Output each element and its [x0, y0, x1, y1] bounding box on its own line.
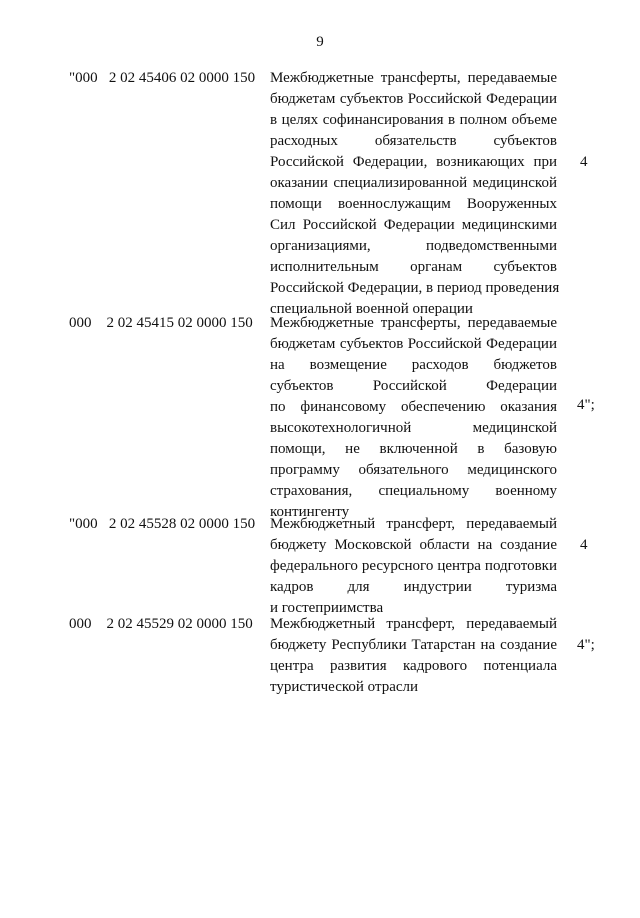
description-line: федерального ресурсного центра подготовки — [270, 558, 557, 574]
description-line: расходных обязательств субъектов — [270, 133, 557, 149]
description-line: на возмещение расходов бюджетов — [270, 357, 557, 373]
description-line: кадров для индустрии туризма — [270, 579, 557, 595]
description-line: центра развития кадрового потенциала — [270, 658, 557, 674]
description-line: бюджетам субъектов Российской Федерации — [270, 91, 557, 107]
description-line: по финансовому обеспечению оказания — [270, 399, 557, 415]
description-line: Межбюджетный трансферт, передаваемый — [270, 516, 557, 532]
description-line: контингенту — [270, 504, 350, 520]
page-number: 9 — [316, 34, 324, 50]
description-line: и гостеприимства — [270, 600, 384, 616]
description-line: помощи, не включенной в базовую — [270, 441, 557, 457]
description-line: бюджету Республики Татарстан на создание — [270, 637, 557, 653]
description-line: высокотехнологичной медицинской — [270, 420, 557, 436]
description-line: бюджетам субъектов Российской Федерации — [270, 336, 557, 352]
amount: 4"; — [577, 397, 595, 413]
description-line: Сил Российской Федерации медицинскими — [270, 217, 557, 233]
row-description — [270, 614, 557, 698]
description-line: организациями, подведомственными — [270, 238, 557, 254]
description-line: субъектов Российской Федерации — [270, 378, 557, 394]
description-line: Российской Федерации, возникающих при — [270, 154, 557, 170]
description-line: специальной военной операции — [270, 301, 473, 317]
description-line: Российской Федерации, в период проведения — [270, 280, 560, 296]
amount: 4 — [580, 154, 588, 170]
description-line: помощи военнослужащим Вооруженных — [270, 196, 557, 212]
description-line: страхования, специальному военному — [270, 483, 557, 499]
row-description — [270, 313, 557, 523]
description-line: туристической отрасли — [270, 679, 419, 695]
row-description — [270, 68, 560, 320]
description-line: в целях софинансирования в полном объеме — [270, 112, 557, 128]
description-line: бюджету Московской области на создание — [270, 537, 557, 553]
amount: 4"; — [577, 637, 595, 653]
description-line: Межбюджетные трансферты, передаваемые — [270, 70, 557, 86]
budget-code: "000 2 02 45528 02 0000 150 — [69, 516, 256, 532]
description-line: оказании специализированной медицинской — [270, 175, 557, 191]
description-line: программу обязательного медицинского — [270, 462, 557, 478]
budget-code: 000 2 02 45529 02 0000 150 — [69, 616, 253, 632]
description-line: исполнительным органам субъектов — [270, 259, 557, 275]
amount: 4 — [580, 537, 588, 553]
row-description — [270, 514, 557, 619]
budget-code: 000 2 02 45415 02 0000 150 — [69, 315, 253, 331]
budget-code: "000 2 02 45406 02 0000 150 — [69, 70, 256, 86]
description-line: Межбюджетные трансферты, передаваемые — [270, 315, 557, 331]
description-line: Межбюджетный трансферт, передаваемый — [270, 616, 557, 632]
